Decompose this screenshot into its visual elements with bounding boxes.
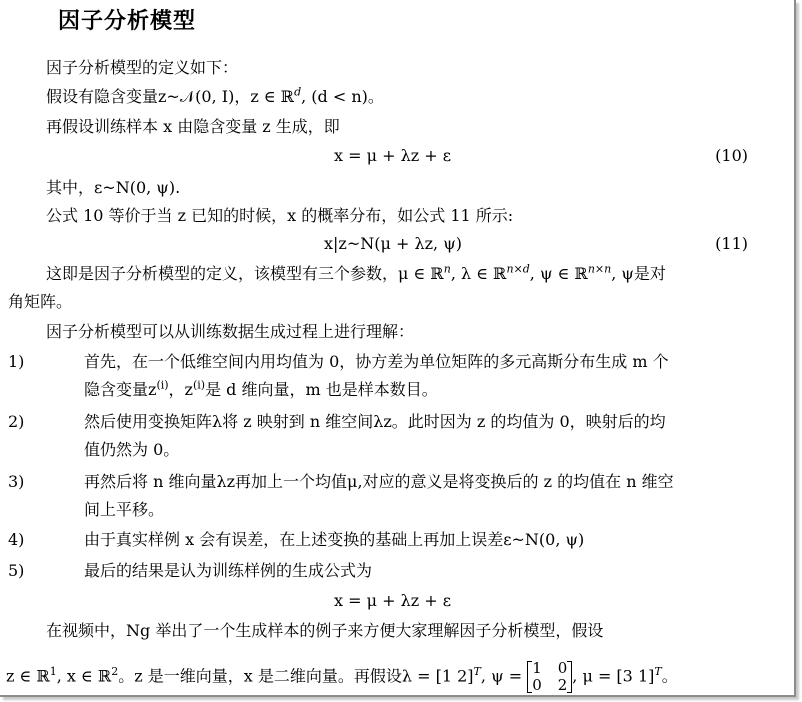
matrix-cell: 0 (532, 676, 542, 694)
equation-10: x = μ + λz + ε (334, 146, 452, 165)
params-text-a: z ∈ ℝ (6, 666, 50, 686)
psi-matrix (527, 660, 572, 694)
superscript: 1 (49, 665, 57, 679)
definition-text-d: , ψ是对 (611, 264, 666, 283)
list-item-number: 2) (8, 412, 25, 431)
superscript: d (294, 85, 302, 99)
equation-10-number: (10) (715, 146, 748, 165)
params-text-f: 。 (661, 666, 678, 686)
list-item-3-line2: 间上平移。 (84, 500, 165, 519)
item-1-text-c: 是 d 维向量，m 也是样本数目。 (205, 380, 438, 399)
list-item-2-line2: 值仍然为 0。 (84, 440, 180, 459)
paragraph-understanding: 因子分析模型可以从训练数据生成过程上进行理解： (46, 322, 415, 341)
matrix-cell: 1 (532, 659, 542, 677)
superscript: T (473, 665, 481, 679)
superscript: 2 (111, 665, 119, 679)
paragraph-definition (46, 264, 666, 284)
equation-final: x = μ + λz + ε (334, 591, 452, 610)
params-text-b: , x ∈ ℝ (56, 666, 112, 686)
definition-text-b: , λ ∈ ℝ (450, 264, 507, 283)
paragraph-assumption (46, 87, 384, 107)
paragraph-intro: 因子分析模型的定义如下： (46, 58, 239, 77)
definition-text-a: 这即是因子分析模型的定义，该模型有三个参数，μ ∈ ℝ (46, 264, 444, 283)
list-item-1-line1: 首先，在一个低维空间内用均值为 0，协方差为单位矩阵的多元高斯分布生成 m 个 (84, 352, 669, 371)
item-1-text-b: ，z (168, 380, 193, 399)
list-item-number: 3) (8, 472, 25, 491)
list-item-number: 5) (8, 561, 25, 580)
list-item-4-line1: 由于真实样例 x 会有误差，在上述变换的基础上再加上误差ε~N(0, ψ) (84, 530, 585, 549)
equation-11-number: (11) (715, 234, 748, 253)
list-item-1-line2 (84, 380, 438, 400)
list-item-number: 1) (8, 352, 25, 371)
paragraph-ng-example: 在视频中，Ng 举出了一个生成样本的例子来方便大家理解因子分析模型，假设 (46, 621, 604, 640)
definition-text-c: , ψ ∈ ℝ (529, 264, 588, 283)
paragraph-example-params (6, 660, 678, 694)
superscript: T (654, 665, 662, 679)
list-item-2-line1: 然后使用变换矩阵λ将 z 映射到 n 维空间λz。此时因为 z 的均值为 0，映射后的均 (84, 412, 666, 431)
paragraph-training-sample: 再假设训练样本 x 由隐含变量 z 生成，即 (46, 117, 340, 136)
matrix-cell: 2 (557, 676, 568, 694)
assumption-tail: , (d < n)。 (301, 87, 384, 106)
list-item-number: 4) (8, 530, 25, 549)
params-text-c: 。z 是一维向量，x 是二维向量。再假设λ = [1 2] (118, 666, 474, 686)
item-1-text-a: 隐含变量z (84, 380, 157, 399)
list-item-3-line1: 再然后将 n 维向量λz再加上一个均值μ,对应的意义是将变换后的 z 的均值在 n 维空 (84, 472, 674, 491)
assumption-text: 假设有隐含变量z~𝒩(0, I)，z ∈ ℝ (46, 87, 295, 106)
paragraph-where: 其中，ε~N(0, ψ). (46, 178, 181, 197)
superscript: n (443, 262, 451, 276)
page-title: 因子分析模型 (58, 9, 197, 34)
superscript: n×n (587, 262, 612, 276)
params-text-e: , μ = [3 1] (572, 666, 655, 686)
matrix-cell: 0 (557, 659, 568, 677)
paragraph-definition-line2: 角矩阵。 (8, 292, 73, 311)
paragraph-formula-equivalence: 公式 10 等价于当 z 已知的时候，x 的概率分布，如公式 11 所示: (46, 206, 514, 225)
params-text-d: , ψ = (480, 666, 528, 686)
superscript: (i) (156, 378, 169, 392)
equation-11: x|z~N(μ + λz, ψ) (324, 234, 462, 253)
superscript: n×d (506, 262, 530, 276)
superscript: (i) (192, 378, 206, 392)
list-item-5-line1: 最后的结果是认为训练样例的生成公式为 (84, 561, 373, 580)
